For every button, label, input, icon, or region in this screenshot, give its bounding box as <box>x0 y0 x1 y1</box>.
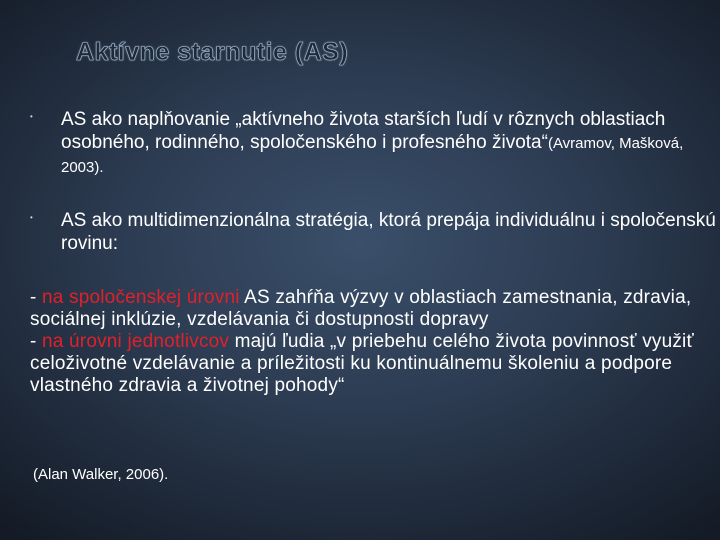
quote-block <box>30 287 700 397</box>
bullet-marker-icon: • <box>30 112 33 121</box>
quote-1-dash: - <box>30 287 43 308</box>
quote-1-text: AS zahŕňa výzvy v oblastiach zamestnania, zdravia, sociálnej inklúzie, vzdelávania či dostupnosti dopravy <box>30 287 692 330</box>
bullet-marker-icon: • <box>30 213 33 222</box>
quote-2-dash: - <box>30 331 43 352</box>
quote-paragraph-2 <box>30 331 700 397</box>
bullet-text-2: AS ako multidimenzionálna stratégia, ktorá prepája individuálnu i spoločenskú rovinu: <box>61 210 716 254</box>
source-citation: (Alan Walker, 2006). <box>33 466 169 483</box>
quote-1-highlight: na spoločenskej úrovni <box>42 287 240 308</box>
quote-2-highlight: na úrovni jednotlivcov <box>42 331 230 352</box>
slide-title: Aktívne starnutie (AS) <box>76 38 349 66</box>
bullet-1-citation: (Avramov, Mašková, 2003). <box>61 135 684 176</box>
quote-paragraph-1 <box>30 287 700 331</box>
bullet-text-1-main: AS ako naplňovanie „aktívneho života starších ľudí v rôznych oblastiach osobného, rodinného, spoločenského i profesného života“ <box>61 109 666 153</box>
quote-2-text: majú ľudia „v priebehu celého života povinnosť využiť celoživotné vzdelávanie a príležitosti ku kontinuálnemu školeniu a podpore vlastného zdravia a životnej pohody“ <box>30 331 694 396</box>
bullet-text-1 <box>61 108 720 179</box>
